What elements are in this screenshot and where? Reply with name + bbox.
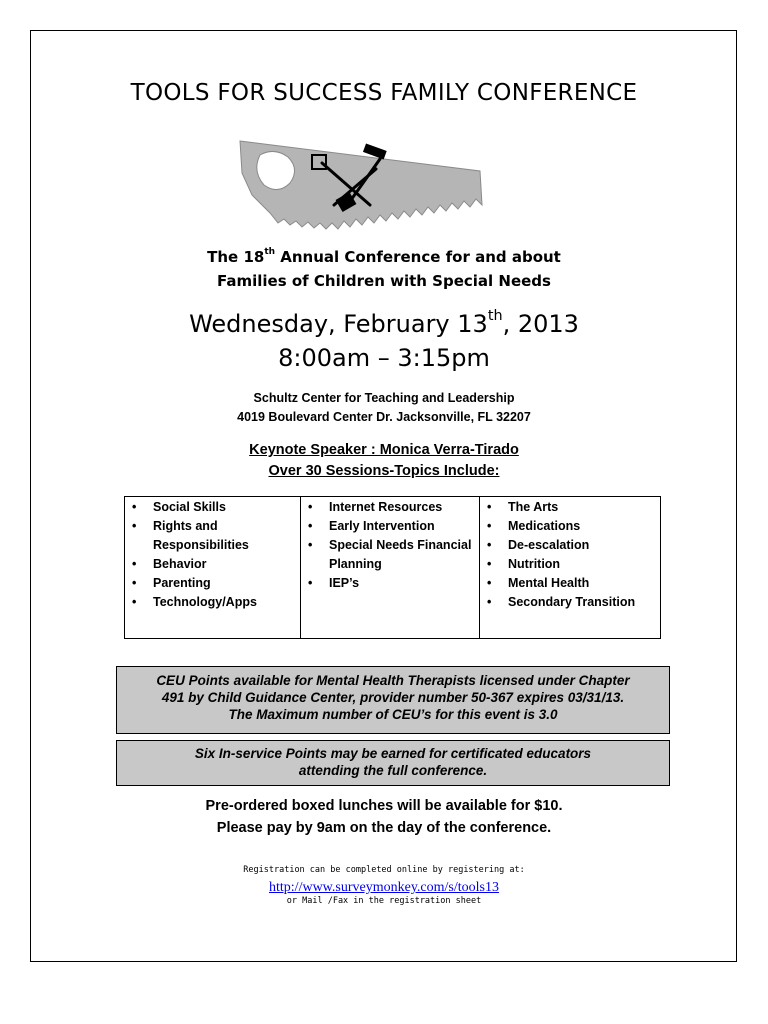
sessions-heading: Over 30 Sessions-Topics Include: <box>268 463 500 479</box>
list-item: • Early Intervention <box>301 517 479 536</box>
event-time: 8:00am – 3:15pm <box>278 344 490 372</box>
topics-column-2 <box>301 497 480 638</box>
list-item: • Special Needs Financial Planning <box>301 536 479 574</box>
inservice-points-box: Six In-service Points may be earned for certificated educators attending the full conference. <box>116 740 670 786</box>
list-item: • Mental Health <box>480 574 660 593</box>
topics-column-1 <box>125 497 301 638</box>
registration-intro: Registration can be completed online by registering at: <box>243 865 525 875</box>
keynote-speaker: Keynote Speaker : Monica Verra-Tirado <box>249 442 519 458</box>
venue <box>0 389 768 427</box>
registration-link[interactable]: http://www.surveymonkey.com/s/tools13 <box>269 880 499 895</box>
venue-address: 4019 Boulevard Center Dr. Jacksonville, FL 32207 <box>237 410 531 424</box>
list-item: • Social Skills <box>125 498 300 517</box>
list-item: • Secondary Transition <box>480 593 660 612</box>
list-item: • Rights and Responsibilities <box>125 517 300 555</box>
list-item: • De-escalation <box>480 536 660 555</box>
tools-saw-hammer-icon <box>230 133 496 233</box>
ceu-points-box: CEU Points available for Mental Health Therapists licensed under Chapter 491 by Child Guidance Center, provider number 50-367 expires 03/31/13. The Maximum number of CEU’s for this event is 3.0 <box>116 666 670 734</box>
lunch-info: Pre-ordered boxed lunches will be available for $10. Please pay by 9am on the day of the conference. <box>205 798 563 836</box>
list-item: • The Arts <box>480 498 660 517</box>
conference-subtitle: The 18th Annual Conference for and about Families of Children with Special Needs <box>207 247 561 290</box>
list-item: • Parenting <box>125 574 300 593</box>
page-title: TOOLS FOR SUCCESS FAMILY CONFERENCE <box>130 80 638 106</box>
list-item: • Internet Resources <box>301 498 479 517</box>
list-item: • Medications <box>480 517 660 536</box>
list-item: • IEP’s <box>301 574 479 593</box>
topics-table <box>124 496 661 639</box>
registration-link-wrap <box>0 878 768 896</box>
list-item: • Behavior <box>125 555 300 574</box>
topics-column-3 <box>480 497 660 638</box>
event-date: Wednesday, February 13th, 2013 8:00am – 3:15pm <box>0 307 768 375</box>
registration-alt: or Mail /Fax in the registration sheet <box>286 896 482 906</box>
keynote-section <box>0 440 768 482</box>
list-item: • Technology/Apps <box>125 593 300 612</box>
list-item: • Nutrition <box>480 555 660 574</box>
venue-name: Schultz Center for Teaching and Leadership <box>253 391 515 405</box>
